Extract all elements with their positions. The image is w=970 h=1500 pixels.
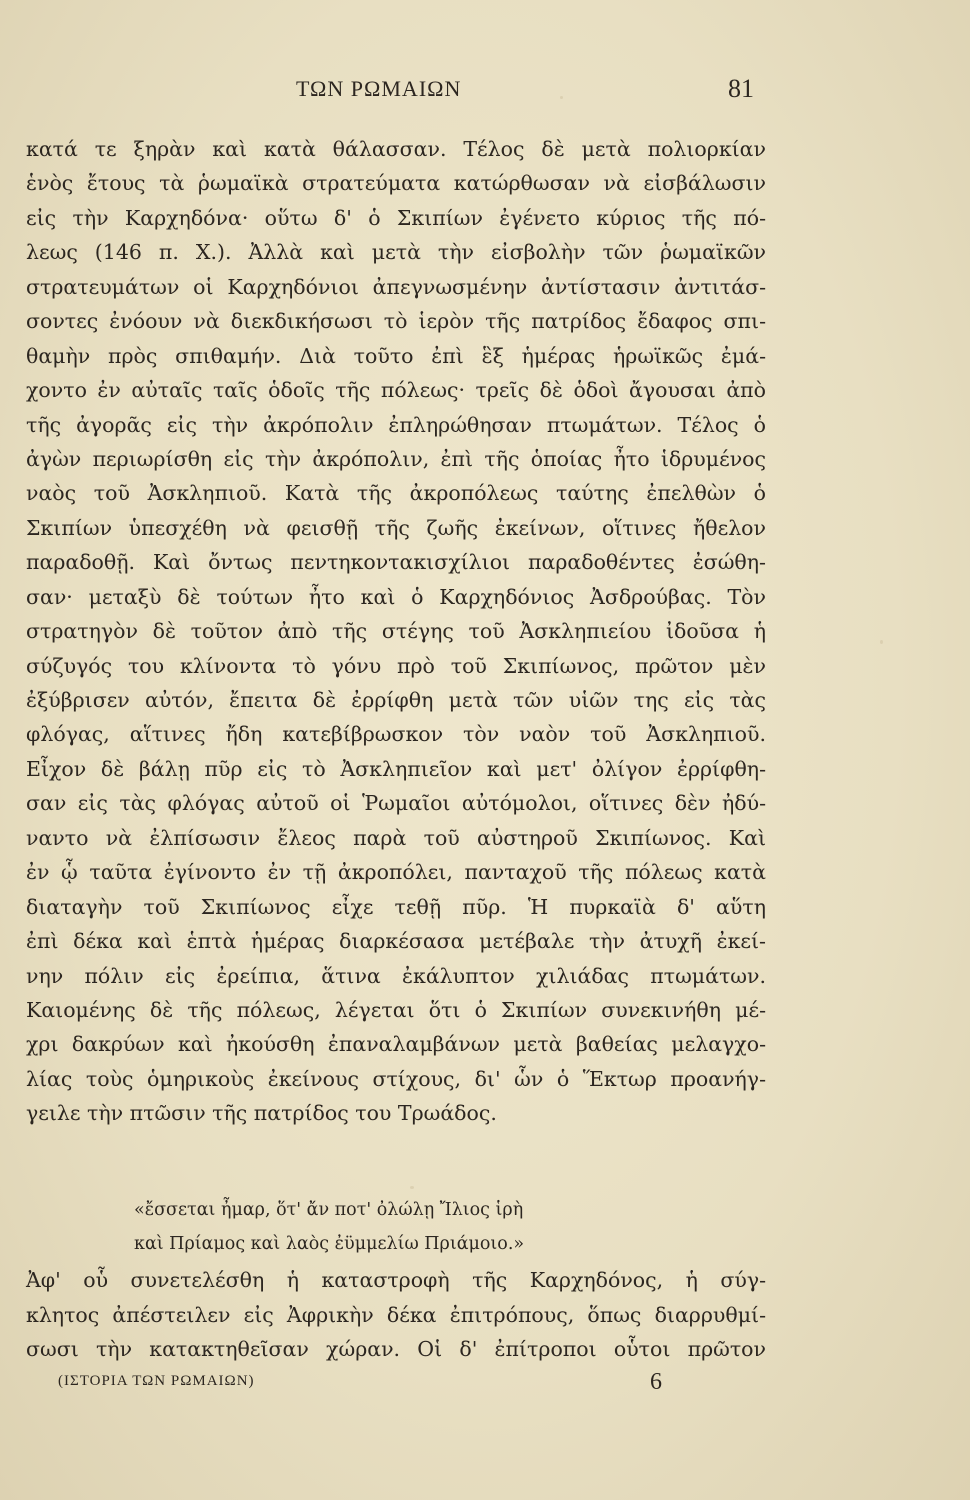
paper-fleck (880, 640, 883, 644)
text-line: ἀγὼν περιωρίσθη εἰς τὴν ἀκρόπολιν, ἐπὶ τῆς ὁποίας ἦτο ἱδρυμένος (26, 446, 766, 471)
text-line: σύζυγός του κλίνοντα τὸ γόνυ πρὸ τοῦ Σκιπίωνος, πρῶτον μὲν (26, 653, 766, 678)
text-line: λεως (146 π. Χ.). Ἀλλὰ καὶ μετὰ τὴν εἰσβολὴν τῶν ῥωμαϊκῶν (26, 240, 766, 265)
text-line: νην πόλιν εἰς ἐρείπια, ἅτινα ἐκάλυπτον χιλιάδας πτωμάτων. (26, 963, 766, 988)
text-line: ναὸς τοῦ Ἀσκληπιοῦ. Κατὰ τῆς ἀκροπόλεως ταύτης ἐπελθὼν ὁ (26, 481, 766, 506)
text-line: Σκιπίων ὑπεσχέθη νὰ φεισθῇ τῆς ζωῆς ἐκείνων, οἵτινες ἤθελον (26, 515, 766, 540)
text-line: θαμὴν πρὸς σπιθαμήν. Διὰ τοῦτο ἐπὶ ἓξ ἡμέρας ἡρωϊκῶς ἐμά- (26, 343, 766, 368)
page-footer (0, 1369, 970, 1409)
text-line: στρατηγὸν δὲ τοῦτον ἀπὸ τῆς στέγης τοῦ Ἀσκληπιείου ἰδοῦσα ἡ (26, 619, 766, 644)
text-line: διαταγὴν τοῦ Σκιπίωνος εἶχε τεθῇ πῦρ. Ἡ πυρκαϊὰ δ' αὕτη (26, 894, 766, 919)
homeric-quote (134, 1193, 634, 1261)
page-number: 81 (728, 74, 754, 103)
text-line: σωσι τὴν κατακτηθεῖσαν χώραν. Οἱ δ' ἐπίτροποι οὗτοι πρῶτον (26, 1337, 766, 1361)
text-line: τῆς ἀγορᾶς εἰς τὴν ἀκρόπολιν ἐπληρώθησαν πτωμάτων. Τέλος ὁ (26, 412, 766, 437)
text-line: εἰς τὴν Καρχηδόνα· οὕτω δ' ὁ Σκιπίων ἐγένετο κύριος τῆς πό- (26, 205, 766, 230)
text-line: Εἶχον δὲ βάλῃ πῦρ εἰς τὸ Ἀσκληπιεῖον καὶ μετ' ὀλίγον ἐρρίφθη- (26, 756, 766, 781)
quote-line-2: καὶ Πρίαμος καὶ λαὸς ἐϋμμελίω Πριάμοιο.» (134, 1234, 525, 1254)
paper-fleck (560, 96, 563, 99)
closing-paragraph (26, 1263, 766, 1367)
text-line: σαν εἰς τὰς φλόγας αὐτοῦ οἱ Ῥωμαῖοι αὐτόμολοι, οἵτινες δὲν ἠδύ- (26, 791, 766, 816)
text-line: ἐν ᾧ ταῦτα ἐγίνοντο ἐν τῇ ἀκροπόλει, πανταχοῦ τῆς πόλεως κατὰ (26, 860, 766, 885)
paper-fleck (410, 1186, 414, 1189)
text-line: Καιομένης δὲ τῆς πόλεως, λέγεται ὅτι ὁ Σκιπίων συνεκινήθη μέ- (26, 997, 766, 1022)
text-line: κλητος ἀπέστειλεν εἰς Ἀφρικὴν δέκα ἐπιτρόπους, ὅπως διαρρυθμί- (26, 1302, 766, 1327)
running-title: ΤΩΝ ΡΩΜΑΙΩΝ (296, 76, 462, 101)
text-line: Ἀφ' οὗ συνετελέσθη ἡ καταστροφὴ τῆς Καρχηδόνος, ἡ σύγ- (26, 1268, 766, 1292)
text-line: σαν· μεταξὺ δὲ τούτων ἦτο καὶ ὁ Καρχηδόνιος Ἀσδρούβας. Τὸν (26, 584, 766, 609)
text-line: κατά τε ξηρὰν καὶ κατὰ θάλασσαν. Τέλος δὲ μετὰ πολιορκίαν (26, 137, 766, 161)
text-line: παραδοθῇ. Καὶ ὄντως πεντηκοντακισχίλιοι παραδοθέντες ἐσώθη- (26, 550, 766, 575)
book-signature: (ΙΣΤΟΡΙΑ ΤΩΝ ΡΩΜΑΙΩΝ) (58, 1373, 255, 1389)
signature-number: 6 (650, 1369, 662, 1395)
text-line: γειλε τὴν πτῶσιν τῆς πατρίδος του Τρωάδος. (26, 1101, 497, 1126)
text-line: ἑνὸς ἔτους τὰ ῥωμαϊκὰ στρατεύματα κατώρθωσαν νὰ εἰσβάλωσιν (26, 171, 766, 196)
text-line: χρι δακρύων καὶ ἠκούσθη ἐπαναλαμβάνων μετὰ βαθείας μελαγχο- (26, 1032, 766, 1057)
text-line: σοντες ἐνόουν νὰ διεκδικήσωσι τὸ ἱερὸν τῆς πατρίδος ἔδαφος σπι- (26, 309, 766, 334)
text-line: φλόγας, αἵτινες ἤδη κατεβίβρωσκον τὸν ναὸν τοῦ Ἀσκληπιοῦ. (26, 722, 766, 747)
text-line: ἐπὶ δέκα καὶ ἑπτὰ ἡμέρας διαρκέσασα μετέβαλε τὴν ἀτυχῆ ἐκεί- (26, 929, 766, 954)
text-line: ναντο νὰ ἐλπίσωσιν ἔλεος παρὰ τοῦ αὐστηροῦ Σκιπίωνος. Καὶ (26, 825, 766, 850)
text-line: ἐξύβρισεν αὐτόν, ἔπειτα δὲ ἐρρίφθη μετὰ τῶν υἱῶν της εἰς τὰς (26, 688, 766, 712)
body-paragraph (26, 132, 766, 1131)
text-line: χοντο ἐν αὐταῖς ταῖς ὁδοῖς τῆς πόλεως· τρεῖς δὲ ὁδοὶ ἄγουσαι ἀπὸ (26, 378, 766, 403)
running-head (0, 72, 970, 112)
quote-line-1: «ἔσσεται ἦμαρ, ὅτ' ἄν ποτ' ὀλώλῃ Ἴλιος ἱρὴ (134, 1200, 524, 1220)
text-line: στρατευμάτων οἱ Καρχηδόνιοι ἀπεγνωσμένην ἀντίστασιν ἀντιτάσ- (26, 274, 766, 299)
text-line: λίας τοὺς ὁμηρικοὺς ἐκείνους στίχους, δι' ὧν ὁ Ἕκτωρ προανήγ- (26, 1066, 766, 1091)
